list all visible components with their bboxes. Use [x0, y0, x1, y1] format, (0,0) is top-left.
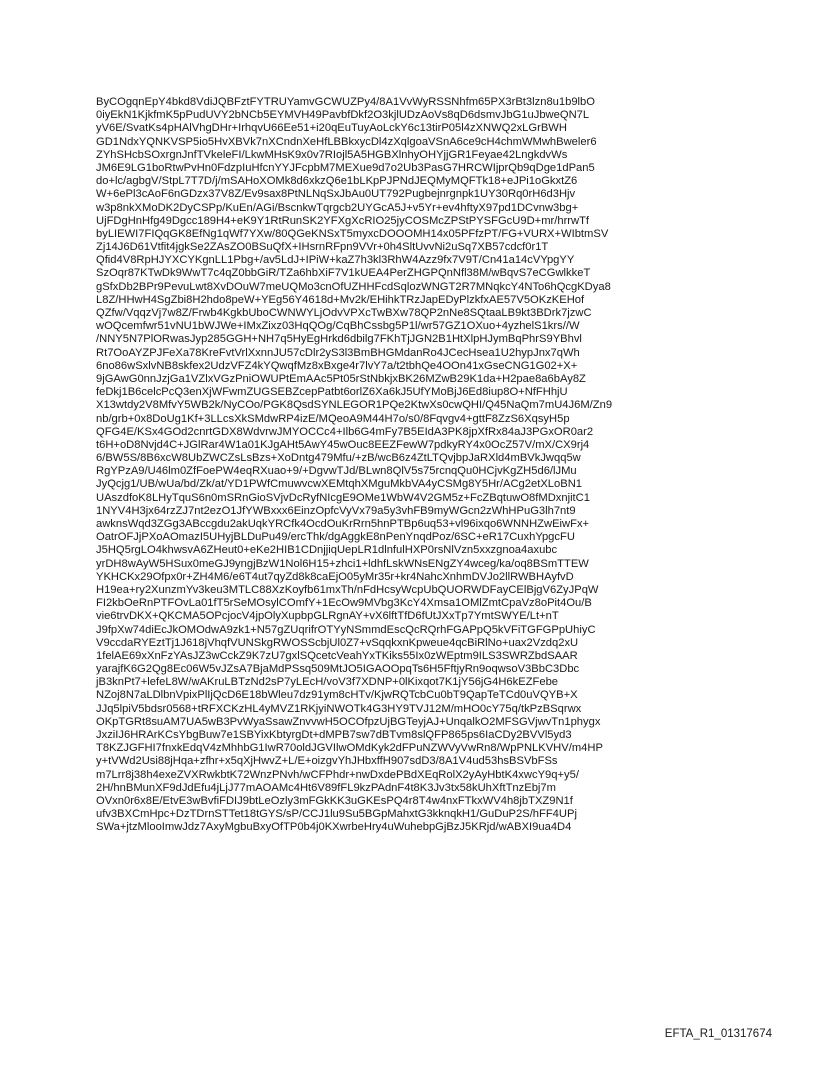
- text-line: byLIEWI7FIQqGK8EfNg1qWf7YXw/80QGeKNSxT5myxcDOOOMH14x05PFfzPT/FG+VURX+WIbtmSV: [96, 227, 609, 240]
- text-line: J5HQ5rgLO4khwsvA6ZHeut0+eKe2HIB1CDnjjiqUepLR1dlnfulHXP0rsNlVzn5xxzgnoa4axubc: [96, 544, 558, 557]
- text-line: OatrOFJjPXoAOmazI5UHyjBLDuPu49/ercThk/dgAggkE8nPenYnqdPoz/6SC+eR17CuxhYpgcFU: [96, 531, 575, 544]
- text-line: do+lc/agbgV/StpL7T7D/j/mSAHoXOMk8d6xkzQ6e1bLKpPJPNdJEQMyMQFTk18+eJPi1oGkxtZ6: [96, 175, 578, 188]
- text-line: OVxn0r6x8E/EtvE3wBvfiFDIJ9btLeOzly3mFGkKK3uGKEsPQ4r8T4w4nxFTkxWV4h8jbTXZ9N1f: [96, 794, 573, 807]
- text-line: 1felAE69xXnFzYAsJZ3wCckZ9K7zU7gxlSQcetcVeahYxTKiks55Ix0zWEptm9ILS3SWRZbdSAAR: [96, 649, 578, 662]
- text-line: 0iyEkN1KjkfmK5pPudUVY2bNCb5EYMVH49PavbfDkf2O3kjlUDzAoVs8qD6dsmvJbG1uJbweQN7L: [96, 109, 590, 122]
- text-line: H19ea+ry2XunzmYv3keu3MTLC88XzKoyfb61mxTh/nFdHcsyWcpUbQUORWDFayCElBjgV6ZyJPqW: [96, 583, 599, 596]
- text-line: YKHCKx29Ofpx0r+ZH4M6/e6T4ut7qyZd8k8caEjO05yMr35r+kr4NahcXnhmDVJo2llRWBHAyfvD: [96, 570, 574, 583]
- text-line: JJq5lpiV5bdsr0568+tRFXCKzHL4yMVZ1RKjyiNWOTk4G3HY9TVJ12M/mHO0cY75q/tkPzBSqrwx: [96, 702, 582, 715]
- text-line: 1NYV4H3jx64rzZJ7nt2ezO1JfYWBxxx6EinzOpfcVyVx79a5y3vhFB9myWGcn2zWhHPuG3lh7nt9: [96, 504, 576, 517]
- text-line: yarajfK6G2Qg8Ec06W5vJZsA7BjaMdPSsq509MtJO5IGAOOpqTs6H5FftjyRn9oqwsoV3BbC3Dbc: [96, 663, 580, 676]
- text-line: L8Z/HHwH4SgZbi8H2hdo8peW+YEg56Y4618d+Mv2k/EHihkTRzJapEDyPlzkfxAE57V5OKzKEHof: [96, 293, 585, 306]
- text-line: 6no86wSxlvNB8skfex2UdzVFZ4kYQwqfMz8xBxge4r7lvY7a/t2tbhQe4OOn41xGseCNG1G02+X+: [96, 359, 578, 372]
- text-line: SzOqr87KTwDk9WwT7c4qZ0bbGiR/TZa6hbXiF7V1kUEA4PerZHGPQnNfl38M/wBqvS7eCGwlkkeT: [96, 267, 591, 280]
- text-line: QFG4E/KSx4GOd2cnrtGDX8WdvrwJMYOCCc4+Ilb6G4mFy7B5EIdA3PK8jpXfRx84aJ3PGxOR0ar2: [96, 425, 594, 438]
- text-line: JxziIJ6HRArKCsYbgBuw7e1SBYixKbtyrgDt+dMPB7sw7dBTvm8slQFP865ps6IaCDy2BVVl5yd3: [96, 729, 572, 741]
- text-line: Qfid4V8RpHJYXCYKgnLL1Pbg+/av5LdJ+IPiW+kaZ7h3kl3RhW4Azz9fx7V9T/Cn41a14cVYpgYY: [96, 254, 575, 267]
- text-line: ufv3BXCmHpc+DzTDrnSTTet18tGYS/sP/CCJ1lu9Su5BGpMahxtG3kknqkH1/GuDuP2S/hFF4UPj: [96, 808, 577, 821]
- text-line: SWa+jtzMlooImwJdz7AxyMgbuBxyOfTP0b4j0KXwrbeHry4uWuhebpGjBzJ5KRjd/wABXI9ua4D4: [96, 821, 572, 834]
- text-line: yV6E/SvatKs4pHAlVhgDHr+IrhqvU66Ee51+i20qEuTuyAoLckY6c13tirP05l4zXNWQ2xLGrBWH: [96, 122, 567, 135]
- text-line: RgYPzA9/U46lm0ZfFoePW4eqRXuao+9/+DgvwTJd/BLwn8QlV5s75rcnqQu0HCjvKgZH5d6/lJMu: [96, 465, 577, 478]
- text-line: gSfxDb2BPr9PevuLwt8XvDOuW7meUQMo3cnOfUZHHFcdSqlozWNGT2R7MNqkcY4NTo6hQcgKDya8: [96, 280, 611, 293]
- text-line: T8KZJGFHI7fnxkEdqV4zMhhbG1IwR70oldJGVIlwOMdKyk2dFPuNZWVyVwRn8/WpPNLKVHV/m4HP: [96, 742, 603, 755]
- text-line: 9jGAwG0nnJzjGa1VZlxVGzPniOWUPtEmAAc5Pt05rStNbkjxBK26MZwB29K1da+H2pae8a6bAy8Z: [96, 372, 586, 385]
- text-line: yrDH8wAyW5HSux0meGJ9yngjBzW1Nol6H15+zhci1+ldhfLskWNsENgZY4wceg/ka/oq8BSmTTEW: [96, 557, 589, 570]
- text-line: wOQcemfwr51vNU1bWJWe+IMxZixz03HqQOg/CqBhCssbg5P1l/wr57GZ1OXuo+4yzhelS1krs//W: [96, 320, 580, 333]
- text-line: V9ccdaRYEztTj1J618jVhqfVUNSkgRWOSScbjUl0Z7+vSqqkxnKpweue4qcBiRlNo+uax2Vzdq2xU: [96, 636, 579, 649]
- text-line: ZYhSHcbSOxrgnJnfTVkeleFI/LkwMHsK9x0v7RIojl5A5HGBXlnhyOHYjjGR1Feyae42LngkdvWs: [96, 148, 568, 161]
- encoded-text-block: [96, 96, 736, 835]
- text-line: awknsWqd3ZGg3ABccgdu2akUqkYRCfk4OcdOuKrRrn5hnPTBp6uq53+vl96ixqo6WNNHZwEiwFx+: [96, 518, 590, 530]
- text-line: NZoj8N7aLDlbnVpixPlIjQcD6E18bWleu7dz91ym8cHTv/KjwRQTcbCu0bT9QapTeTCd0uVQYB+X: [96, 689, 578, 702]
- text-line: Rt7OoAYZPJFeXa78KreFvtVrlXxnnJU57cDlr2yS3l3BmBHGMdanRo4JCecHsea1U2hypJnx7qWh: [96, 346, 580, 359]
- text-line: FI2kbOeRnPTFOvLa01fT5rSeMOsylCOmfY+1EcOw9MVbg3KcY4Xmsa1OMlZmtCpaVz8oPit4Ou/B: [96, 597, 592, 610]
- text-line: JyQcjg1/UB/wUa/bd/Zk/at/YD1PWfCmuwvcwXEMtqhXMguMkbVA4yCSMg8Y5Hr/ACg2etXLoBN1: [96, 478, 582, 491]
- text-line: Zj14J6D61Vtfit4jgkSe2ZAsZO0BSuQfX+IHsrnRFpn9VVr+0h4SltUvvNi2uSq7XB57cdcf0r1T: [96, 241, 549, 254]
- text-line: ByCOgqnEpY4bkd8VdiJQBFztFYTRUYamvGCWUZPy4/8A1VvWyRSSNhfm65PX3rBt3lzn8u1b9lbO: [96, 96, 595, 108]
- text-line: UjFDgHnHfg49Dgcc189H4+eK9Y1RtRunSK2YFXgXcRIO25jyCOSMcZPStPYSFGcU9D+mr/hrrwTf: [96, 214, 590, 227]
- text-line: m7Lrr8j38h4exeZVXRwkbtK72WnzPNvh/wCFPhdr+nwDxdePBdXEqRolX2yAyHbtK4xwcY9q+y5/: [96, 768, 579, 781]
- text-line: GD1NdxYQNKVSP5io5HvXBVk7nXCndnXeHfLBBkxycDl4zXqlgoaVSnA6ce9cH4chmWMwhBweler6: [96, 135, 597, 148]
- text-line: JM6E9LG1boRtwPvHn0FdzpIuHfcnYYJFcpbM7MEXue9d7o2Ub3PasG7HRCWIjprQb9qDge1dPan5: [96, 161, 595, 174]
- text-line: W+6ePl3cAoF6nGDzx37V8Z/Ev9sax8PtNLNqSxJbAu0UT792Pugbejnrgnpk1UY30Rq0rH6d3Hjv: [96, 188, 576, 201]
- text-line: y+tVWd2Usi88jHqa+zfhr+x5qXjHwvZ+L/E+oizgvYhJHbxffH907sdD3/8A1V4ud53hsBSVbFSs: [96, 755, 558, 768]
- text-line: /NNY5N7PlORwasJyp285GGH+NH7q5HyEgHrkd6dbilg7FKhTjJGN2B1HtXlpHJymBqPhrS9YBhvl: [96, 333, 582, 346]
- text-line: 6/BW5S/8B6xcW8UbZWCZsLsBzs+XoDntg479Mfu/+zB/wcB6z4ZtLTQvjbpJaRXld4mBVkJwqq5w: [96, 452, 581, 465]
- text-line: X13wtdy2V8MfvY5WB2k/NyCOo/PGK8QsdSYNLEGOR1PQe2KtwXs0cwQHI/Q45NaQm7mU4J6M/Zn9: [96, 399, 613, 412]
- text-line: feDkj1B6celcPcQ3enXjWFwmZUGSEBZcepPatbt6orlZ6Xa6kJ5UfYMoBjJ6Ed8iup8O+NfFHhjU: [96, 386, 568, 399]
- text-line: UAszdfoK8LHyTquS6n0mSRnGioSVjvDcRyfNIcgE9OMe1WbW4V2GM5z+FcZBqtuwO8fMDxnjitC1: [96, 491, 590, 504]
- text-line: jB3knPt7+lefeL8W/wAKruLBTzNd2sP7yLEcH/voV3f7XDNP+0lKixqot7K1jY56jG4H6kEZFebe: [96, 676, 559, 689]
- text-line: J9fpXw74diEcJkOMOdwA9zk1+N57gZUqrifrOTYyNSmmdEscQcRQrhFGAPpQ5kVFiTGFGPpUhiyC: [96, 623, 596, 636]
- text-line: OKpTGRt8suAM7UA5wB3PvWyaSsawZnvvwH5OCOfpzUjBGTeyjAJ+UnqalkO2MFSGVjwvTn1phygx: [96, 715, 601, 728]
- text-line: vie6trvDKX+QKCMA5OPcjocV4jpOlyXupbpGLRgnAY+vX6lftTfD6fUtJXxTp7YmtSWYE/Lt+nT: [96, 610, 559, 623]
- text-line: QZfw/VqqzVj7w8Z/Frwb4KgkbUboCWNWYLjOdvVPXcTwBXw78QP2nNe8SQtaaLB9kt3BDrk7jzwC: [96, 307, 592, 319]
- document-id-footer: EFTA_R1_01317674: [664, 1028, 772, 1040]
- text-line: t6H+oD8Nvjd4C+JGlRar4W1a01KJgAHt5AwY45wOuc8EEZFewW7pdkyRY4x0OcZ57V/mX/CX9rj4: [96, 438, 590, 451]
- text-line: w3p8nkXMoDK2DyCSPp/KuEn/AGi/BscnkwTqrgcb2UYGcA5J+v5Yr+ev4hftyX97pd1DCvnw3bg+: [96, 201, 579, 214]
- text-line: 2H/hnBMunXF9dJdEfu4jLjJ77mAOAMc4Ht6V89fFL9kzPAdnF4t8K3Jv3tx58kUhXftTnzEbj7m: [96, 781, 556, 794]
- text-line: nb/grb+0x8DoUg1Kf+3LLcsXkSMdwRP4izE/MQeoA9M44H7o/s0/8Fqvgv4+gttF8ZzS6XqsyH5p: [96, 412, 570, 425]
